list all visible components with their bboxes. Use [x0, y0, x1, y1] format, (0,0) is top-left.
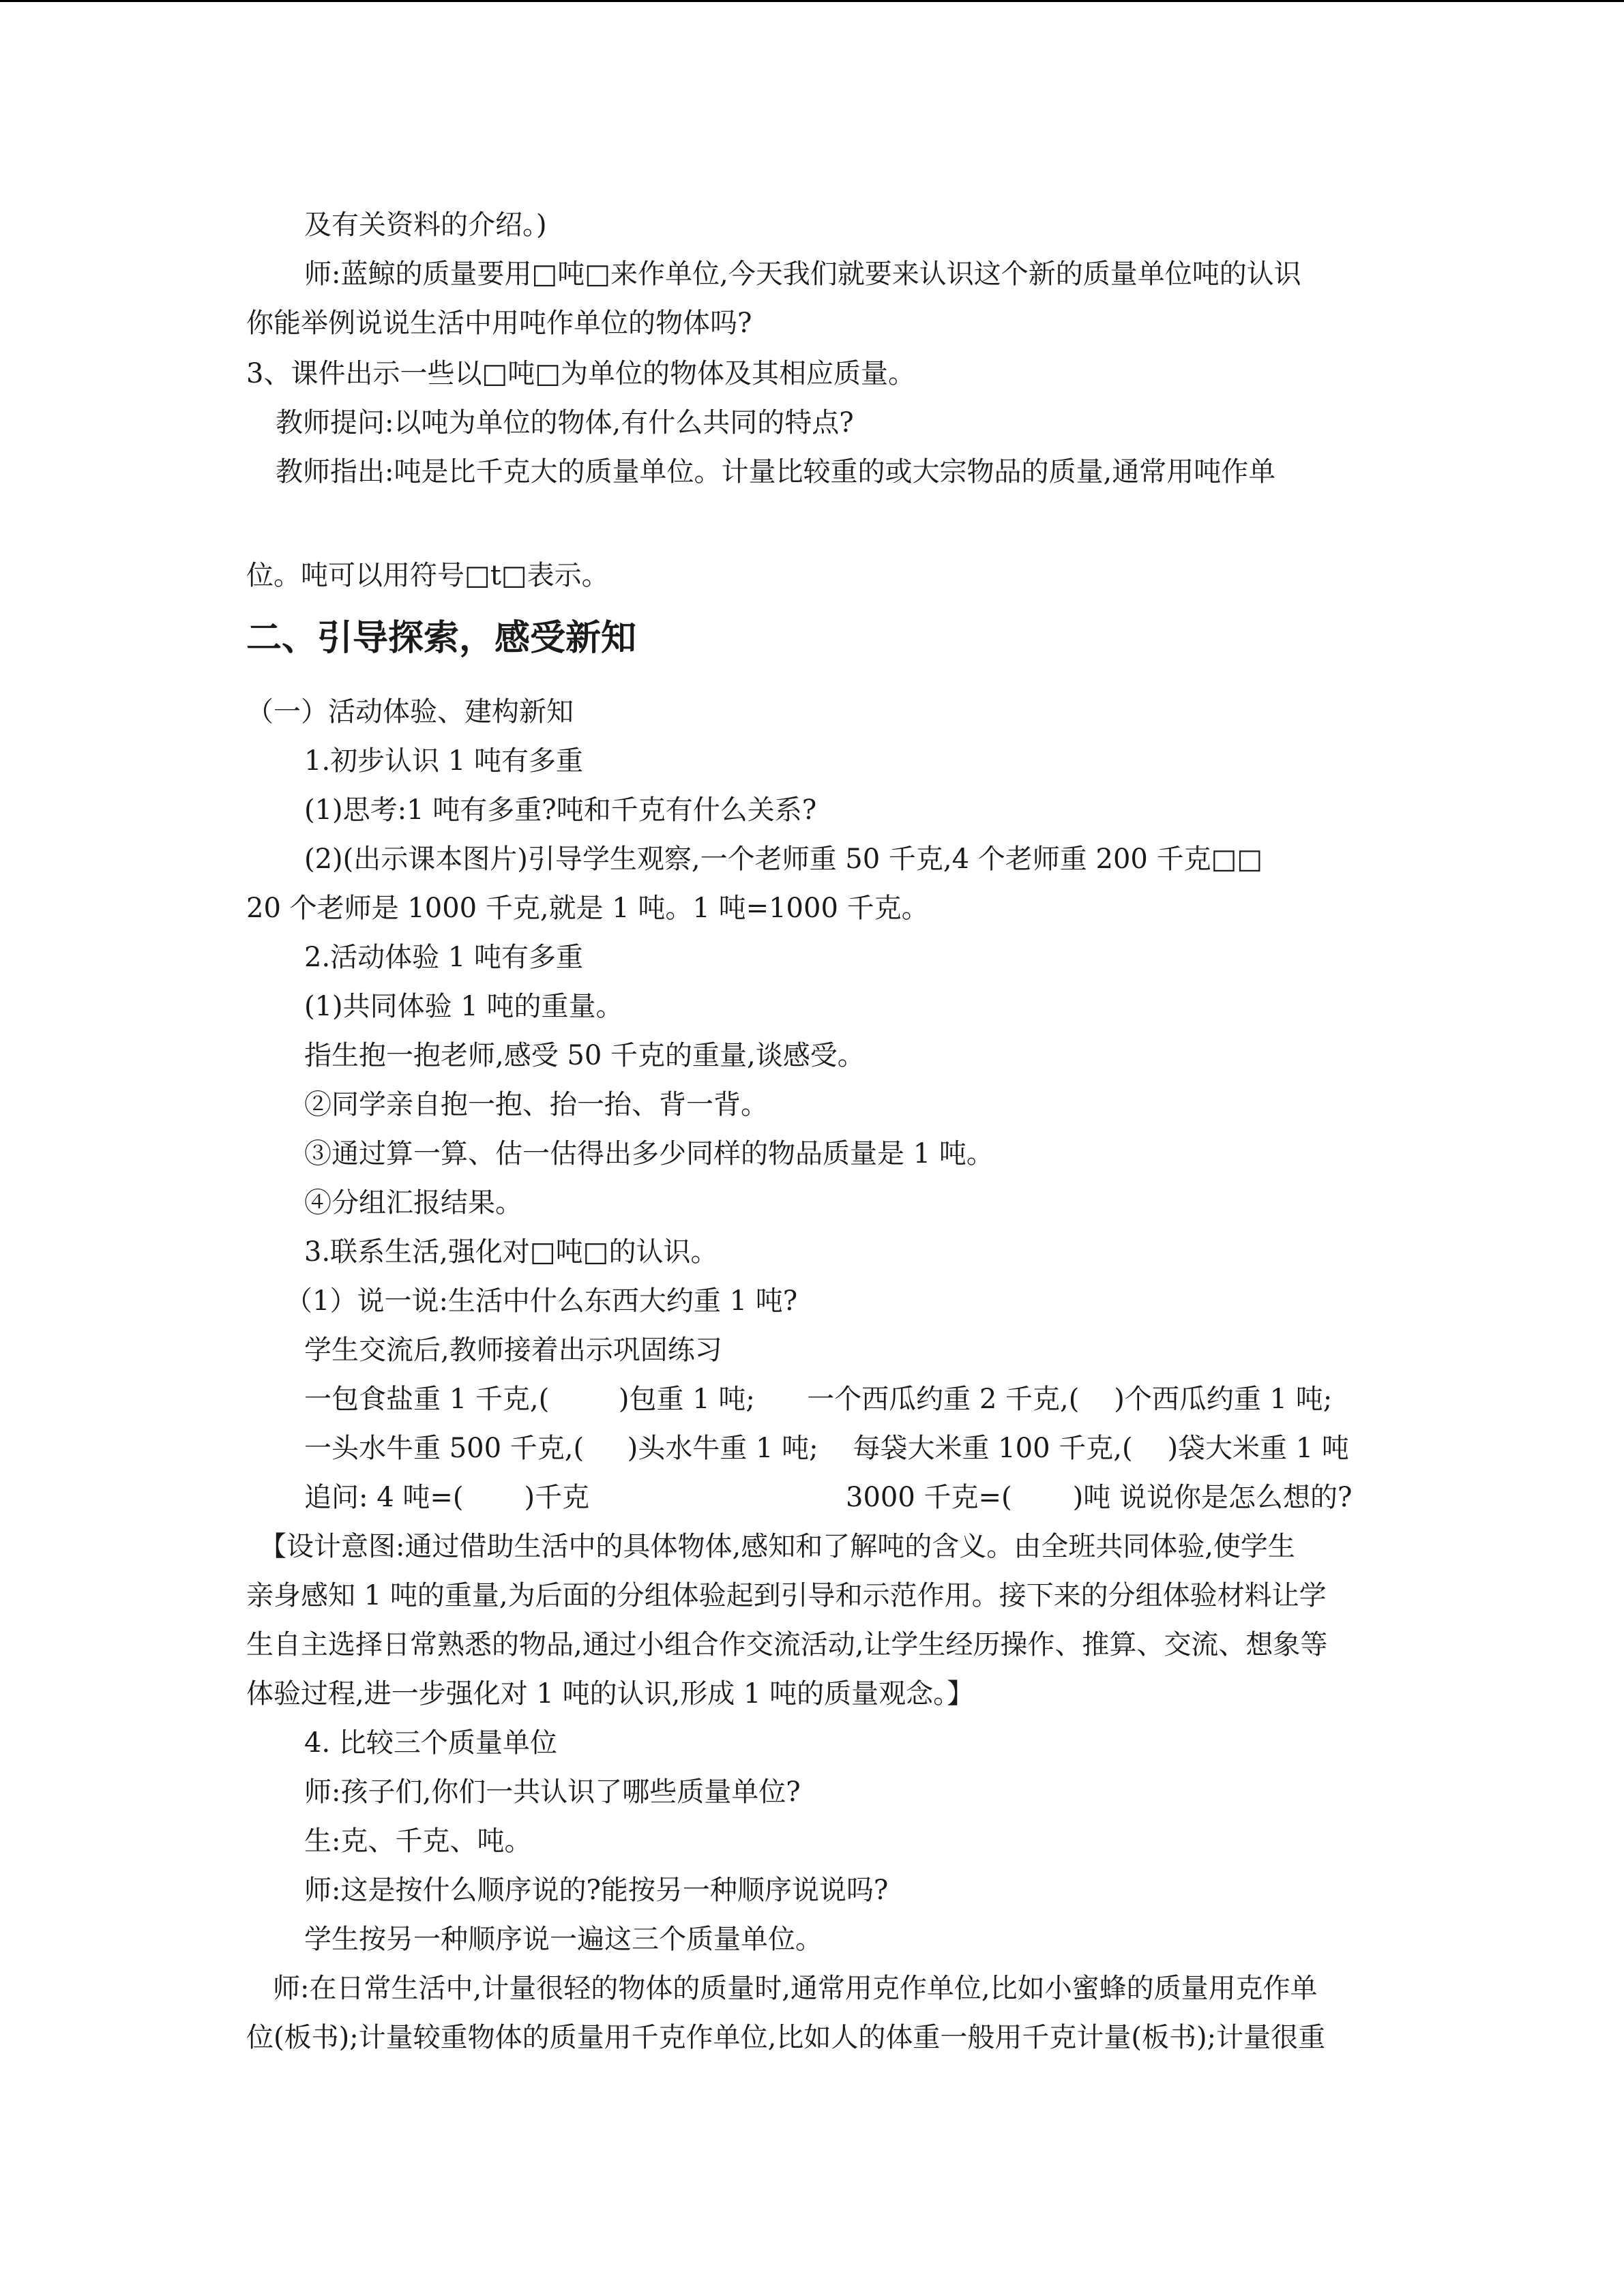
text-line: 教师指出:吨是比千克大的质量单位。计量比较重的或大宗物品的质量,通常用吨作单	[276, 456, 1276, 488]
exercise-line: 一头水牛重 500 千克,( )头水牛重 1 吨; 每袋大米重 100 千克,( )袋大米重 1 吨	[304, 1433, 1349, 1464]
text-line: ③通过算一算、估一估得出多少同样的物品质量是 1 吨。	[304, 1138, 994, 1169]
text-line: ④分组汇报结果。	[304, 1187, 522, 1219]
text-line: (1)共同体验 1 吨的重量。	[304, 991, 623, 1022]
text-line: 教师提问:以吨为单位的物体,有什么共同的特点?	[276, 407, 854, 438]
text-line: 师:这是按什么顺序说的?能按另一种顺序说说吗?	[304, 1875, 889, 1906]
design-note-line: 亲身感知 1 吨的重量,为后面的分组体验起到引导和示范作用。接下来的分组体验材料让学	[246, 1580, 1327, 1611]
exercise-line: 一包食盐重 1 千克,( )包重 1 吨; 一个西瓜约重 2 千克,( )个西瓜约重 1 吨;	[304, 1384, 1333, 1415]
text-line: 师:孩子们,你们一共认识了哪些质量单位?	[304, 1776, 801, 1808]
text-line: 位(板书);计量较重物体的质量用千克作单位,比如人的体重一般用千克计量(板书);计量很重	[246, 2022, 1326, 2053]
text-line: ②同学亲自抱一抱、抬一抬、背一背。	[304, 1089, 768, 1120]
section-heading: 二、引导探索，感受新知	[246, 617, 637, 659]
text-line: （1）说一说:生活中什么东西大约重 1 吨?	[285, 1285, 798, 1317]
text-line: 3、课件出示一些以□吨□为单位的物体及其相应质量。	[246, 358, 916, 389]
text-line: 师:蓝鲸的质量要用□吨□来作单位,今天我们就要来认识这个新的质量单位吨的认识	[304, 258, 1301, 290]
page-top-border	[0, 0, 1624, 2]
text-line: 1.初步认识 1 吨有多重	[304, 745, 584, 777]
design-note-line: 体验过程,进一步强化对 1 吨的认识,形成 1 吨的质量观念。】	[246, 1678, 975, 1710]
design-note-line: 生自主选择日常熟悉的物品,通过小组合作交流活动,让学生经历操作、推算、交流、想象等	[246, 1629, 1328, 1660]
text-line: 位。吨可以用符号□t□表示。	[246, 560, 609, 591]
text-line: 指生抱一抱老师,感受 50 千克的重量,谈感受。	[304, 1040, 865, 1071]
text-line: （一）活动体验、建构新知	[246, 696, 574, 728]
text-line: 2.活动体验 1 吨有多重	[304, 942, 584, 973]
text-line: 3.联系生活,强化对□吨□的认识。	[304, 1236, 718, 1268]
text-line: 学生按另一种顺序说一遍这三个质量单位。	[304, 1924, 823, 1955]
exercise-line: 追问: 4 吨=( )千克	[304, 1482, 590, 1513]
text-line: 师:在日常生活中,计量很轻的物体的质量时,通常用克作单位,比如小蜜蜂的质量用克作单	[273, 1973, 1318, 2004]
text-line: 你能举例说说生活中用吨作单位的物体吗?	[246, 308, 752, 339]
design-note-line: 【设计意图:通过借助生活中的具体物体,感知和了解吨的含义。由全班共同体验,使学生	[259, 1531, 1295, 1562]
text-line: (2)(出示课本图片)引导学生观察,一个老师重 50 千克,4 个老师重 200 千克□□	[304, 844, 1263, 875]
exercise-line: 3000 千克=( )吨 说说你是怎么想的?	[846, 1482, 1353, 1513]
text-line: 及有关资料的介绍。)	[304, 209, 547, 241]
text-line: 学生交流后,教师接着出示巩固练习	[304, 1335, 722, 1366]
text-line: 4. 比较三个质量单位	[304, 1727, 557, 1759]
text-line: (1)思考:1 吨有多重?吨和千克有什么关系?	[304, 794, 817, 826]
text-line: 生:克、千克、吨。	[304, 1825, 532, 1857]
text-line: 20 个老师是 1000 千克,就是 1 吨。1 吨=1000 千克。	[246, 893, 929, 924]
